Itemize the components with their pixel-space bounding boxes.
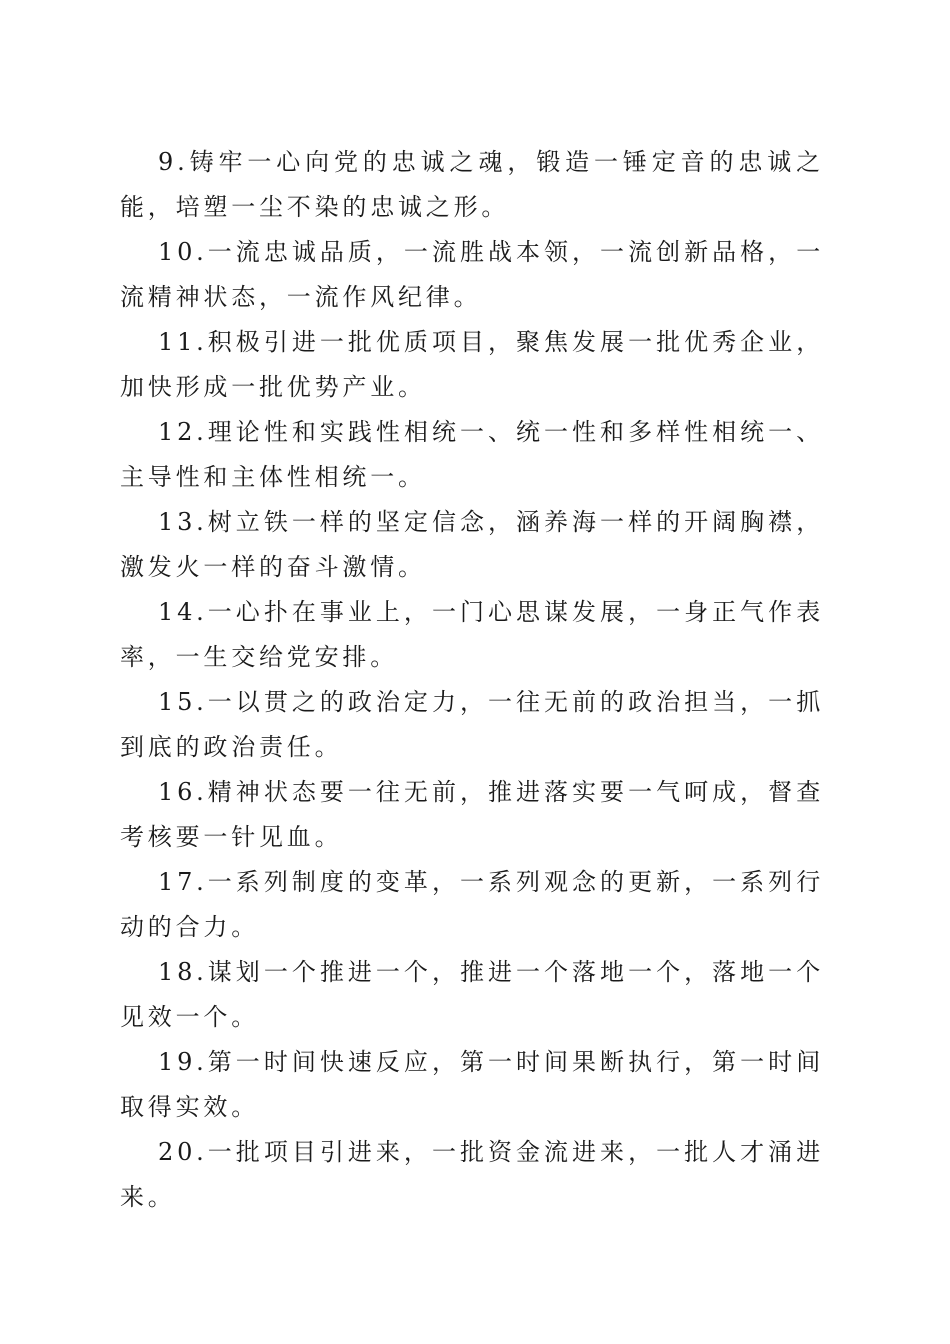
list-item: 15.一以贯之的政治定力，一往无前的政治担当，一抓到底的政治责任。	[120, 688, 824, 761]
list-item: 12.理论性和实践性相统一、统一性和多样性相统一、主导性和主体性相统一。	[120, 418, 824, 491]
list-item: 20.一批项目引进来，一批资金流进来，一批人才涌进来。	[120, 1138, 824, 1211]
list-item: 19.第一时间快速反应，第一时间果断执行，第一时间取得实效。	[120, 1048, 824, 1121]
list-item: 18.谋划一个推进一个，推进一个落地一个，落地一个见效一个。	[120, 958, 824, 1031]
list-item: 11.积极引进一批优质项目，聚焦发展一批优秀企业，加快形成一批优势产业。	[120, 328, 824, 401]
list-item: 14.一心扑在事业上，一门心思谋发展，一身正气作表率，一生交给党安排。	[120, 598, 824, 671]
list-item: 13.树立铁一样的坚定信念，涵养海一样的开阔胸襟，激发火一样的奋斗激情。	[120, 508, 824, 581]
list-item: 16.精神状态要一往无前，推进落实要一气呵成，督查考核要一针见血。	[120, 778, 824, 851]
document-body	[120, 140, 824, 1220]
list-item: 9.铸牢一心向党的忠诚之魂，锻造一锤定音的忠诚之能，培塑一尘不染的忠诚之形。	[120, 148, 824, 221]
list-item: 17.一系列制度的变革，一系列观念的更新，一系列行动的合力。	[120, 868, 824, 941]
list-item: 10.一流忠诚品质，一流胜战本领，一流创新品格，一流精神状态，一流作风纪律。	[120, 238, 824, 311]
